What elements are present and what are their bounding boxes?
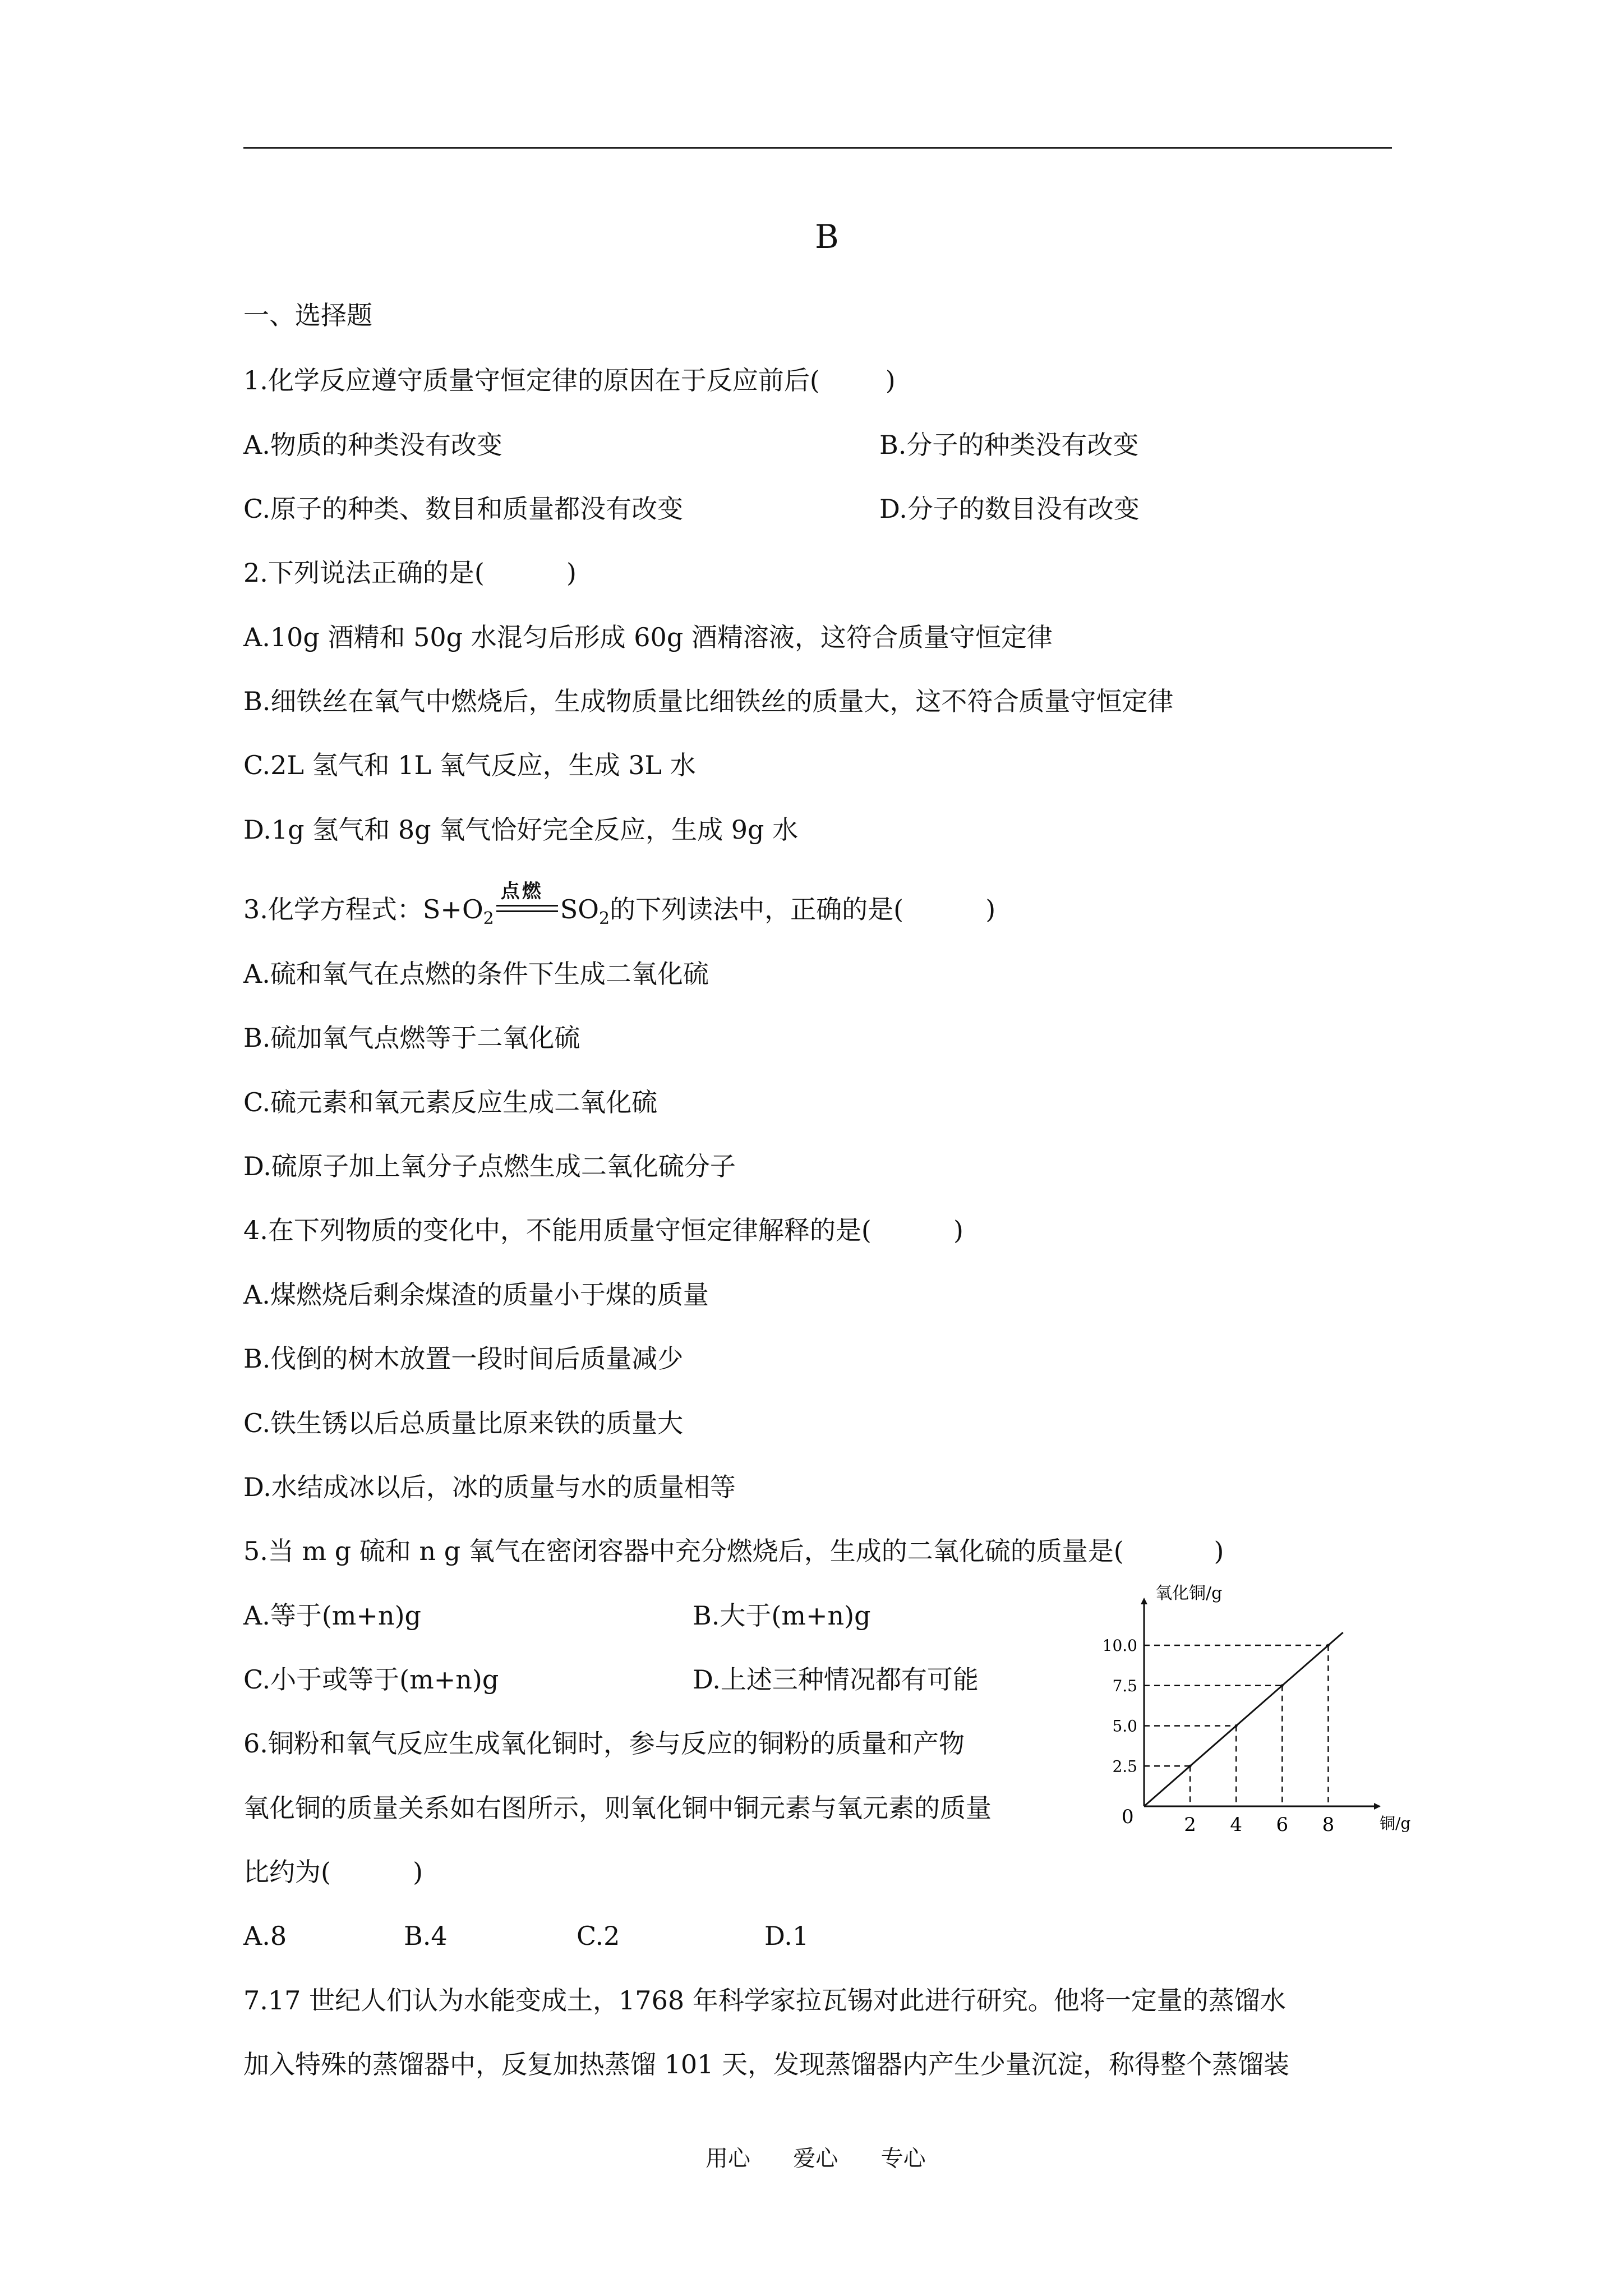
mass-relation-chart [1082,1584,1411,1851]
data-point [1327,1644,1330,1647]
origin-label: 0 [1122,1806,1134,1828]
q3-option-b: B.硫加氧气点燃等于二氧化硫 [243,1023,580,1053]
q5-option-a: A.等于(m+n)g [243,1600,421,1631]
y-tick-label: 5.0 [1112,1717,1137,1736]
q3-option-d: D.硫原子加上氧分子点燃生成二氧化硫分子 [243,1151,736,1181]
reaction-condition: 点燃 [500,880,543,903]
data-point [1235,1724,1238,1727]
data-point [1281,1684,1284,1687]
q1-option-a: A.物质的种类没有改变 [243,430,502,460]
equals-bar-bottom [496,910,558,912]
q7-line-1: 7.17 世纪人们认为水能变成土，1768 年科学家拉瓦锡对此进行研究。他将一定量的蒸馏水 [243,1985,1286,2016]
header-rule [243,147,1392,149]
q3-stem [243,880,996,936]
q1-option-d: D.分子的数目没有改变 [879,494,1140,524]
equals-bar-top [496,905,558,907]
data-line [1144,1632,1343,1806]
q3-so2-subscript: 2 [598,909,610,928]
page-footer: 用心 爱心 专心 [706,2146,926,2171]
q2-stem: 2.下列说法正确的是( ) [243,558,577,588]
q5-option-b: B.大于(m+n)g [693,1600,871,1631]
q6-line-2: 氧化铜的质量关系如右图所示，则氧化铜中铜元素与氧元素的质量 [243,1793,992,1823]
y-tick-label: 2.5 [1112,1757,1137,1776]
q3-stem-prefix: 3.化学方程式：S+O [243,894,483,924]
q3-product: SO [560,894,599,924]
q4-option-c: C.铁生锈以后总质量比原来铁的质量大 [243,1408,684,1438]
x-tick-label: 2 [1184,1814,1196,1836]
q4-option-a: A.煤燃烧后剩余煤渣的质量小于煤的质量 [243,1280,709,1310]
q2-option-a: A.10g 酒精和 50g 水混匀后形成 60g 酒精溶液，这符合质量守恒定律 [243,622,1053,652]
q4-stem: 4.在下列物质的变化中，不能用质量守恒定律解释的是( ) [243,1215,964,1245]
y-tick-label: 10.0 [1102,1636,1137,1655]
q7-line-2: 加入特殊的蒸馏器中，反复加热蒸馏 101 天，发现蒸馏器内产生少量沉淀，称得整个蒸馏装 [243,2049,1290,2079]
q4-option-d: D.水结成冰以后，冰的质量与水的质量相等 [243,1472,736,1502]
q2-option-d: D.1g 氢气和 8g 氧气恰好完全反应，生成 9g 水 [243,815,799,845]
page-title: B [815,218,839,256]
q1-option-c: C.原子的种类、数目和质量都没有改变 [243,494,684,524]
q1-option-b: B.分子的种类没有改变 [879,430,1139,460]
x-axis-label: 铜/g [1380,1814,1411,1833]
section-heading: 一、选择题 [243,300,372,330]
x-tick-label: 6 [1276,1814,1289,1836]
q6-line-3: 比约为( ) [243,1857,423,1887]
q6-option-b: B.4 [404,1921,448,1951]
y-axis-label: 氧化铜/g [1155,1584,1223,1603]
q3-option-c: C.硫元素和氧元素反应生成二氧化硫 [243,1087,658,1117]
q2-option-c: C.2L 氢气和 1L 氧气反应，生成 3L 水 [243,750,696,780]
q2-option-b: B.细铁丝在氧气中燃烧后，生成物质量比细铁丝的质量大，这不符合质量守恒定律 [243,686,1174,716]
x-tick-label: 8 [1322,1814,1335,1836]
q5-option-c: C.小于或等于(m+n)g [243,1664,499,1695]
x-tick-label: 4 [1230,1814,1243,1836]
data-point [1189,1765,1192,1768]
q6-option-c: C.2 [577,1921,620,1951]
q5-option-d: D.上述三种情况都有可能 [693,1664,979,1695]
q5-stem: 5.当 m g 硫和 n g 氧气在密闭容器中充分燃烧后，生成的二氧化硫的质量是( ) [243,1536,1224,1566]
y-tick-label: 7.5 [1112,1676,1137,1695]
q6-option-d: D.1 [764,1921,809,1951]
q4-option-b: B.伐倒的树木放置一段时间后质量减少 [243,1343,684,1374]
reaction-condition-sign [494,880,560,926]
q6-option-a: A.8 [243,1921,287,1951]
q6-line-1: 6.铜粉和氧气反应生成氧化铜时，参与反应的铜粉的质量和产物 [243,1728,965,1759]
q3-o2-subscript: 2 [483,909,494,928]
q1-stem: 1.化学反应遵守质量守恒定律的原因在于反应前后( ) [243,365,896,395]
q3-stem-suffix: 的下列读法中，正确的是( ) [610,894,996,924]
q3-option-a: A.硫和氧气在点燃的条件下生成二氧化硫 [243,959,709,989]
